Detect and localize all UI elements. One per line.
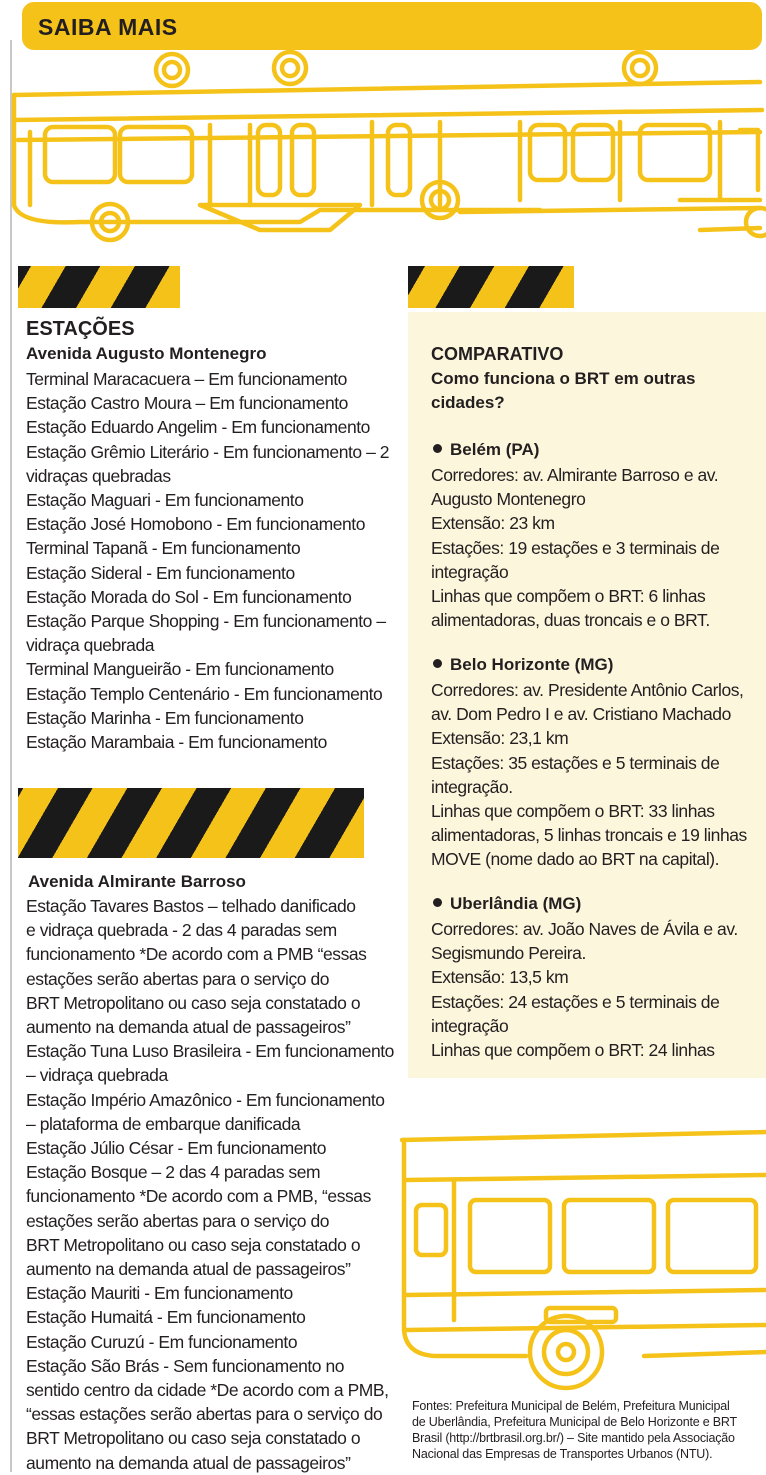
text-line: – plataforma de embarque danificada: [26, 1113, 301, 1134]
city-details-uberlandia: [431, 917, 738, 1062]
subtitle-comparativo-line2: cidades?: [431, 393, 505, 412]
text-line: Estação Império Amazônico - Em funcionamento: [26, 1089, 385, 1110]
text-line: Augusto Montenegro: [431, 489, 586, 510]
section-title-estacoes: ESTAÇÕES: [26, 318, 135, 340]
text-line: aumento na demanda atual de passageiros”: [26, 1259, 351, 1280]
text-line: Estação Bosque – 2 das 4 paradas sem: [26, 1162, 321, 1183]
text-line: alimentadoras, duas troncais e o BRT.: [431, 610, 710, 631]
text-line: estações serão abertas para o serviço do: [26, 968, 330, 989]
city-name: Belém (PA): [450, 440, 540, 459]
text-line: integração: [431, 561, 509, 582]
text-line: Estação Curuzú - Em funcionamento: [26, 1331, 298, 1352]
text-line: Estação Humaitá - Em funcionamento: [26, 1307, 306, 1328]
text-line: Estação Júlio César - Em funcionamento: [26, 1138, 326, 1159]
text-line: Estação Grêmio Literário - Em funcionamento – 2: [26, 441, 390, 462]
text-line: estações serão abertas para o serviço do: [26, 1210, 330, 1231]
stripe-divider: [18, 266, 180, 308]
bullet-dot-icon: [433, 444, 442, 453]
text-line: – vidraça quebrada: [26, 1065, 168, 1086]
text-line: Terminal Mangueirão - Em funcionamento: [26, 659, 334, 680]
text-line: Terminal Tapanã - Em funcionamento: [26, 538, 301, 559]
text-line: Estação Parque Shopping - Em funcionamento –: [26, 611, 386, 632]
list-augusto-montenegro: [26, 367, 389, 754]
section-title-comparativo: COMPARATIVO: [431, 344, 564, 364]
text-line: Corredores: av. Almirante Barroso e av.: [431, 465, 719, 485]
city-uberlandia: [433, 894, 581, 914]
text-line: “essas estações serão abertas para o serviço do: [26, 1404, 383, 1425]
front-bus-illustration-icon: [396, 1120, 766, 1392]
text-line: Extensão: 13,5 km: [431, 967, 569, 988]
city-belem: [433, 440, 539, 460]
articulated-bus-illustration-icon: [0, 40, 766, 250]
text-line: Linhas que compõem o BRT: 33 linhas: [431, 801, 715, 822]
text-line: alimentadoras, 5 linhas troncais e 19 linhas: [431, 825, 747, 846]
text-line: BRT Metropolitano ou caso seja constatado o: [26, 1234, 361, 1255]
sources-note: [412, 1398, 737, 1462]
text-line: Corredores: av. Presidente Antônio Carlos,: [431, 680, 744, 700]
text-line: BRT Metropolitano ou caso seja constatado o: [26, 1428, 361, 1449]
city-details-belem: [431, 463, 719, 632]
text-line: Estações: 24 estações e 5 terminais de: [431, 991, 720, 1012]
page-title: SAIBA MAIS: [38, 14, 178, 40]
text-line: vidraças quebradas: [26, 465, 171, 486]
subtitle-almirante-barroso: Avenida Almirante Barroso: [28, 872, 246, 891]
subtitle-augusto-montenegro: Avenida Augusto Montenegro: [26, 344, 267, 363]
text-line: e vidraça quebrada - 2 das 4 paradas sem: [26, 920, 337, 941]
text-line: Estações: 19 estações e 3 terminais de: [431, 537, 720, 558]
text-line: Terminal Maracacuera – Em funcionamento: [26, 369, 347, 389]
text-line: Estação Templo Centenário - Em funcionamento: [26, 683, 383, 704]
text-line: BRT Metropolitano ou caso seja constatado o: [26, 992, 361, 1013]
list-almirante-barroso: [26, 894, 394, 1475]
text-line: de Uberlândia, Prefeitura Municipal de Belo Horizonte e BRT: [412, 1415, 737, 1429]
text-line: Estação Tavares Bastos – telhado danificado: [26, 896, 356, 916]
text-line: Brasil (http://brtbrasil.org.br/) – Site mantido pela Associação: [412, 1431, 735, 1445]
text-line: Extensão: 23,1 km: [431, 728, 569, 749]
text-line: Nacional das Empresas de Transportes Urbanos (NTU).: [412, 1447, 713, 1461]
text-line: Fontes: Prefeitura Municipal de Belém, Prefeitura Municipal: [412, 1399, 730, 1413]
text-line: integração: [431, 1015, 509, 1036]
city-name: Belo Horizonte (MG): [450, 655, 614, 674]
stripe-divider: [408, 266, 574, 308]
divider: [10, 40, 12, 1472]
text-line: Estações: 35 estações e 5 terminais de: [431, 752, 720, 773]
text-line: Estação Maguari - Em funcionamento: [26, 490, 304, 511]
text-line: Estação São Brás - Sem funcionamento no: [26, 1355, 345, 1376]
stripe-divider: [18, 788, 364, 858]
bullet-dot-icon: [433, 898, 442, 907]
text-line: sentido centro da cidade *De acordo com a PMB,: [26, 1380, 389, 1401]
city-details-belo-horizonte: [431, 678, 747, 872]
text-line: Estação Castro Moura – Em funcionamento: [26, 393, 348, 414]
text-line: Estação José Homobono - Em funcionamento: [26, 514, 365, 535]
city-name: Uberlândia (MG): [450, 894, 582, 913]
text-line: vidraça quebrada: [26, 635, 155, 656]
text-line: Segismundo Pereira.: [431, 943, 586, 964]
text-line: Corredores: av. João Naves de Ávila e av.: [431, 919, 738, 939]
text-line: Estação Tuna Luso Brasileira - Em funcionamento: [26, 1041, 394, 1062]
text-line: aumento na demanda atual de passageiros”: [26, 1017, 351, 1038]
text-line: MOVE (nome dado ao BRT na capital).: [431, 849, 720, 870]
text-line: av. Dom Pedro I e av. Cristiano Machado: [431, 704, 731, 725]
text-line: Linhas que compõem o BRT: 6 linhas: [431, 586, 706, 607]
text-line: funcionamento *De acordo com a PMB “essas: [26, 944, 367, 965]
text-line: integração.: [431, 776, 513, 797]
text-line: Estação Sideral - Em funcionamento: [26, 562, 295, 583]
subtitle-comparativo-line1: Como funciona o BRT em outras: [431, 369, 696, 388]
text-line: Estação Eduardo Angelim - Em funcionamento: [26, 417, 370, 438]
text-line: aumento na demanda atual de passageiros”: [26, 1452, 351, 1473]
bullet-dot-icon: [433, 659, 442, 668]
text-line: Estação Mauriti - Em funcionamento: [26, 1283, 293, 1304]
text-line: Extensão: 23 km: [431, 513, 555, 534]
text-line: funcionamento *De acordo com a PMB, “essas: [26, 1186, 371, 1207]
text-line: Estação Marinha - Em funcionamento: [26, 707, 304, 728]
city-belo-horizonte: [433, 655, 613, 675]
text-line: Linhas que compõem o BRT: 24 linhas: [431, 1040, 715, 1061]
text-line: Estação Morada do Sol - Em funcionamento: [26, 586, 352, 607]
text-line: Estação Marambaia - Em funcionamento: [26, 732, 327, 753]
